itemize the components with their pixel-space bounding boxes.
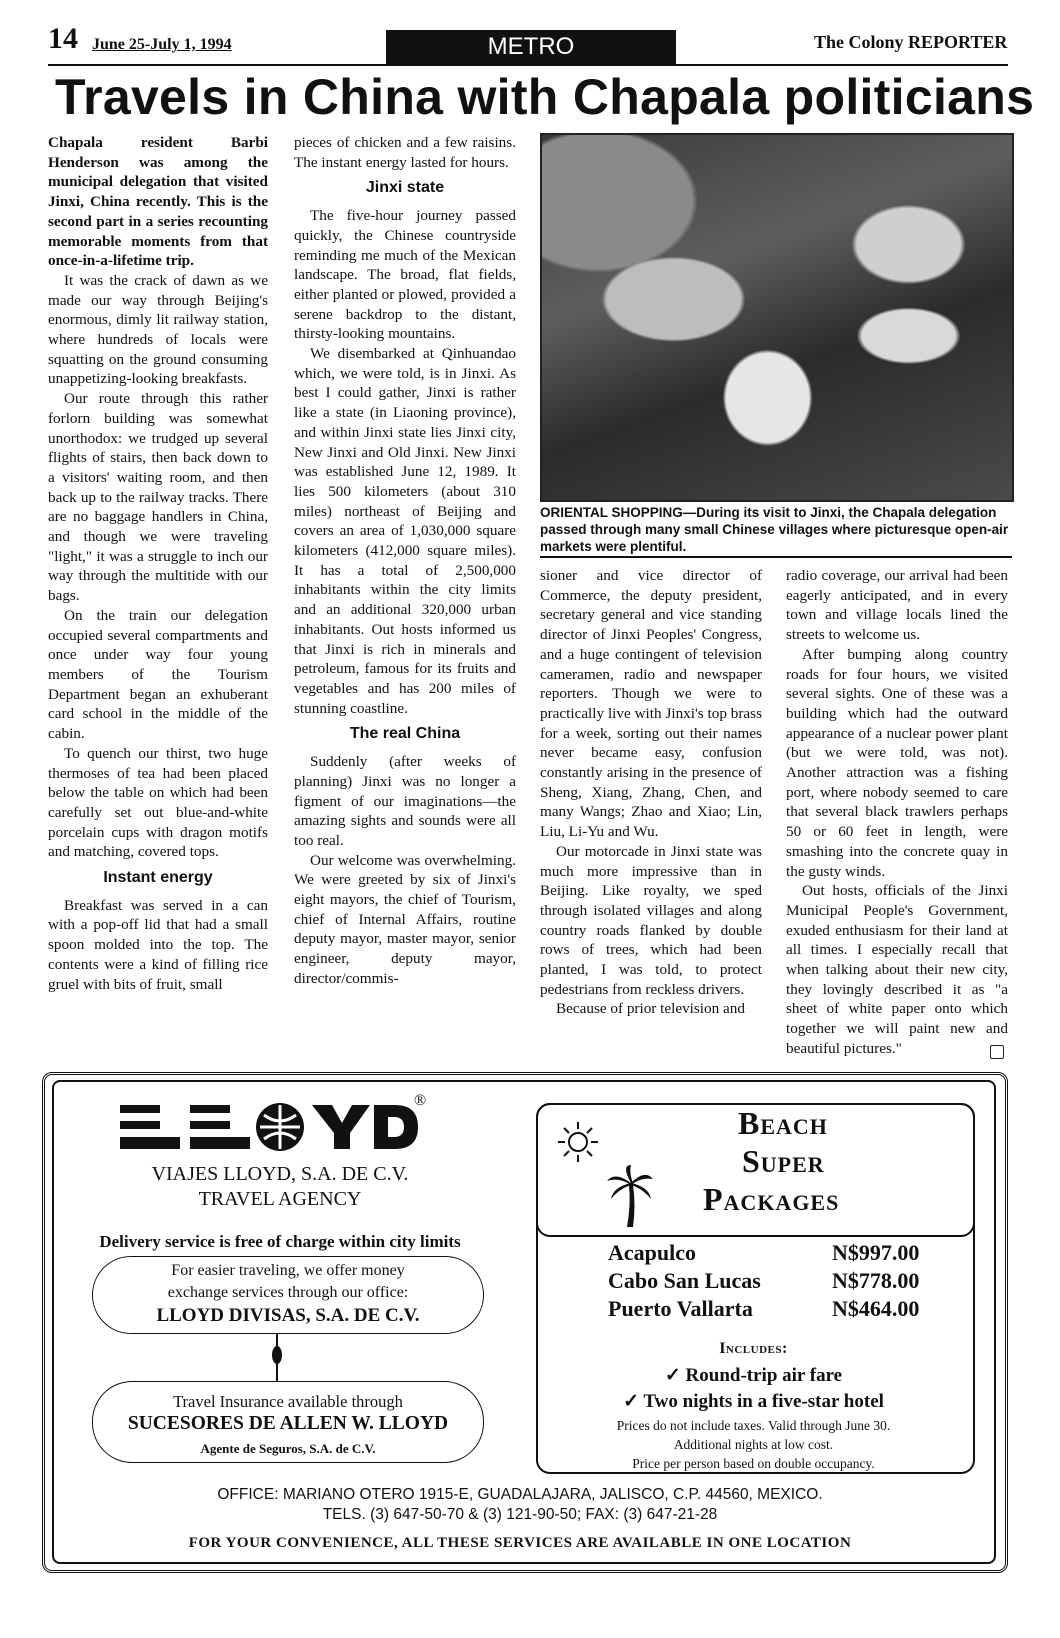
body-paragraph: After bumping along country roads for four hours, we visited several sights. One of these was a building which had the outward appearance of a nuclear power plant (but we were told, was not). Another attraction was a fishing port, where nobody seemed to care that several black trawlers perhaps 50 or 60 feet in length, were smashing into the concrete quay in the gusty winds. [786, 645, 1008, 880]
insurance-company: SUCESORES DE ALLEN W. LLOYD [127, 1413, 449, 1434]
body-paragraph: Because of prior television and [556, 1000, 745, 1018]
beach-title-line: Super [742, 1143, 825, 1179]
beach-title-line: Packages [703, 1181, 840, 1217]
article-column-4 [786, 566, 1008, 1059]
headline: Travels in China with Chapala politicians [55, 69, 1035, 125]
article-column-2 [294, 133, 516, 989]
body-paragraph: sioner and vice director of Commerce, the deputy president, secretary general and vice standing director of Jinxi Peoples' Congress, and a huge contingent of television cameramen, radio and newspaper reporters. Though we were to practically live with Jinxi's top brass for a week, sorting out their names never became easy, confusion constantly arising in the presence of Sheng, Xiang, Zhang, Chen, and many Wangs; Zhao and Xiao; Lin, Liu, Li-Yu and Wu. [540, 567, 762, 841]
registered-mark: ® [414, 1092, 427, 1109]
caption-rule [540, 556, 1012, 558]
fine-print: Price per person based on double occupancy. [632, 1456, 875, 1471]
body-paragraph: We disembarked at Qinhuandao which, we were told, is in Jinxi. As best I could gather, Jinxi is rather like a state (in Liaoning province), and within Jinxi state lies Jinxi city, New Jinxi and Old Jinxi. New Jinxi was established June 12, 1989. It lies 500 kilometers (about 310 miles) northeast of Beijing and covers an area of 1,030,000 square kilometers (412,000 square miles). It has a total of 2,500,000 inhabitants within the city limits and an additional 320,000 urban inhabitants. Out hosts informed us that Jinxi is rich in minerals and petroleum, famous for its fruits and vegetables and has 200 miles of stunning coastline. [294, 345, 516, 717]
fine-print: Additional nights at low cost. [673, 1437, 834, 1452]
issue-date: June 25-July 1, 1994 [92, 36, 232, 53]
header-rule [48, 64, 1008, 66]
subhead: Instant energy [103, 869, 213, 887]
body-paragraph: radio coverage, our arrival had been eagerly anticipated, and in every town and village locals lined the streets to welcome us. [786, 567, 1008, 644]
body-paragraph: Our route through this rather forlorn building was somewhat unorthodox: we trudged up several flights of stairs, then back down to a visitors' waiting room, and then back up to the railway tracks. There are no baggage handlers in China, and though we were traveling "light," it was a struggle to inch our way through the multitide with our bags. [48, 390, 268, 605]
exchange-line: exchange services through our office: [167, 1284, 409, 1301]
lloyd-logo [120, 1097, 420, 1155]
photo-image [540, 133, 1014, 502]
exchange-line: For easier traveling, we offer money [171, 1262, 405, 1279]
intro-paragraph: Chapala resident Barbi Henderson was among the municipal delegation that visited Jinxi, China recently. This is the second part in a series recounting memorable moments from that once-in-a-lifetime trip. [48, 134, 268, 270]
destination-price: N$778.00 [832, 1268, 920, 1293]
agency-type: TRAVEL AGENCY [198, 1188, 362, 1210]
destination-price: N$464.00 [832, 1296, 920, 1321]
insurance-line: Travel Insurance available through [173, 1392, 403, 1411]
agency-name: VIAJES LLOYD, S.A. DE C.V. [151, 1163, 409, 1185]
exchange-office-name: LLOYD DIVISAS, S.A. DE C.V. [156, 1305, 420, 1326]
palm-tree-icon [605, 1165, 655, 1227]
end-mark-icon [990, 1045, 1004, 1059]
destination-name: Puerto Vallarta [608, 1296, 753, 1321]
article-column-1 [48, 133, 268, 994]
office-phones: TELS. (3) 647-50-70 & (3) 121-90-50; FAX: (3) 647-21-28 [322, 1506, 718, 1523]
destination-name: Acapulco [608, 1240, 696, 1265]
subhead: The real China [349, 725, 461, 743]
page-number: 14 [48, 22, 78, 55]
publication-name: The Colony REPORTER [814, 32, 1008, 52]
body-paragraph: On the train our delegation occupied several compartments and once under way four young members of the Tourism Department began an exhuberant card school in the middle of the cabin. [48, 606, 268, 743]
body-paragraph: The five-hour journey passed quickly, the Chinese countryside reminding me much of the Mexican landscape. The broad, flat fields, either planted or plowed, provided a serene backdrop to the distant, thirsty-looking mountains. [294, 207, 516, 343]
photo-caption: ORIENTAL SHOPPING—During its visit to Jinxi, the Chapala delegation passed through many small Chinese villages where picturesque open-air markets were plentiful. [540, 505, 1009, 554]
insurance-agent: Agente de Seguros, S.A. de C.V. [200, 1441, 376, 1456]
body-paragraph: pieces of chicken and a few raisins. The instant energy lasted for hours. [294, 134, 516, 171]
sun-icon [556, 1120, 600, 1164]
subhead: Jinxi state [365, 179, 445, 197]
article-column-3 [540, 566, 762, 1019]
body-paragraph: Out hosts, officials of the Jinxi Municipal People's Government, exuded enthusiasm for their land at all times. I especially recall that when talking about their new city, they lovingly described it as "a sheet of white paper onto which together we will paint new and beautiful pictures." [786, 882, 1008, 1057]
connector-icon [272, 1333, 282, 1381]
ad-footer: FOR YOUR CONVENIENCE, ALL THESE SERVICES ARE AVAILABLE IN ONE LOCATION [188, 1535, 852, 1551]
body-paragraph: To quench our thirst, two huge thermoses of tea had been placed below the table on which had been carefully set out blue-and-white porcelain cups with dragon motifs and matching, covered tops. [48, 744, 268, 861]
body-paragraph: Our motorcade in Jinxi state was much more impressive than in Beijing. Like royalty, we sped through isolated villages and along country roads flanked by double rows of trees, which had been planted, I was told, to protect pedestrians from reckless drivers. [540, 842, 762, 998]
fine-print: Prices do not include taxes. Valid through June 30. [616, 1418, 891, 1433]
body-paragraph: Suddenly (after weeks of planning) Jinxi was no longer a figment of our imaginations—the amazing sights and sounds were all too real. [294, 753, 516, 849]
includes-label: Includes: [719, 1340, 788, 1357]
destination-name: Cabo San Lucas [608, 1268, 761, 1293]
destination-price: N$997.00 [832, 1240, 920, 1265]
beach-title-line: Beach [738, 1105, 828, 1141]
body-paragraph: Our welcome was overwhelming. We were greeted by six of Jinxi's eight mayors, the chief of Tourism, chief of Internal Affairs, routine deputy mayor, master mayor, senior engineer, deputy mayor, director/commis- [294, 851, 516, 987]
included-item: ✓ Two nights in a five-star hotel [623, 1391, 884, 1412]
section-label: METRO [386, 30, 676, 64]
delivery-notice: Delivery service is free of charge within city limits [99, 1232, 461, 1251]
body-paragraph: It was the crack of dawn as we made our way through Beijing's enormous, dimly lit railway station, where hundreds of locals were squatting on the ground consuming unappetizing-looking breakfasts. [48, 271, 268, 388]
office-address: OFFICE: MARIANO OTERO 1915-E, GUADALAJARA, JALISCO, C.P. 44560, MEXICO. [217, 1486, 823, 1503]
body-paragraph: Breakfast was served in a can with a pop-off lid that had a small spoon molded into the top. The contents were a kind of filling rice gruel with bits of fruit, small [48, 896, 268, 993]
included-item: ✓ Round-trip air fare [664, 1365, 843, 1386]
